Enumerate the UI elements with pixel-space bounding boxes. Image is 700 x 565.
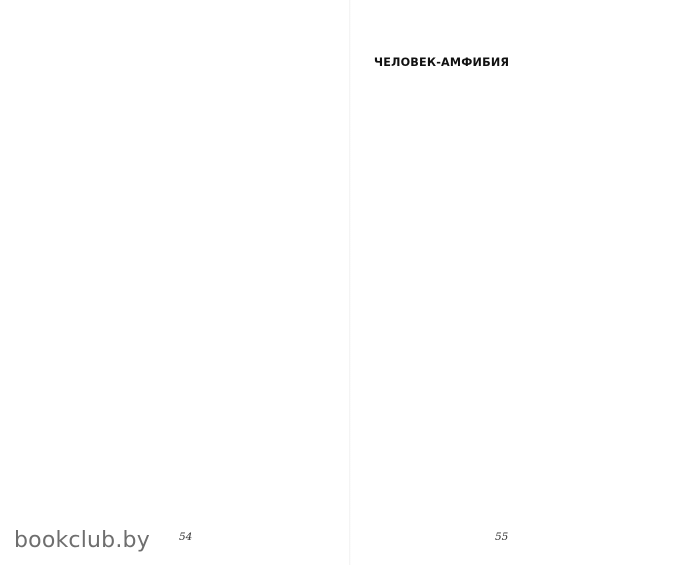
left-page bbox=[42, 32, 314, 512]
left-page-number: 54 bbox=[179, 531, 193, 543]
watermark-logo: bookclub.by bbox=[14, 528, 150, 553]
right-page bbox=[374, 32, 646, 512]
book-gutter bbox=[349, 0, 351, 565]
right-page-number: 55 bbox=[495, 531, 509, 543]
right-page-text bbox=[374, 54, 646, 71]
chapter-title: ЧЕЛОВЕК-АМФИБИЯ bbox=[374, 56, 510, 69]
